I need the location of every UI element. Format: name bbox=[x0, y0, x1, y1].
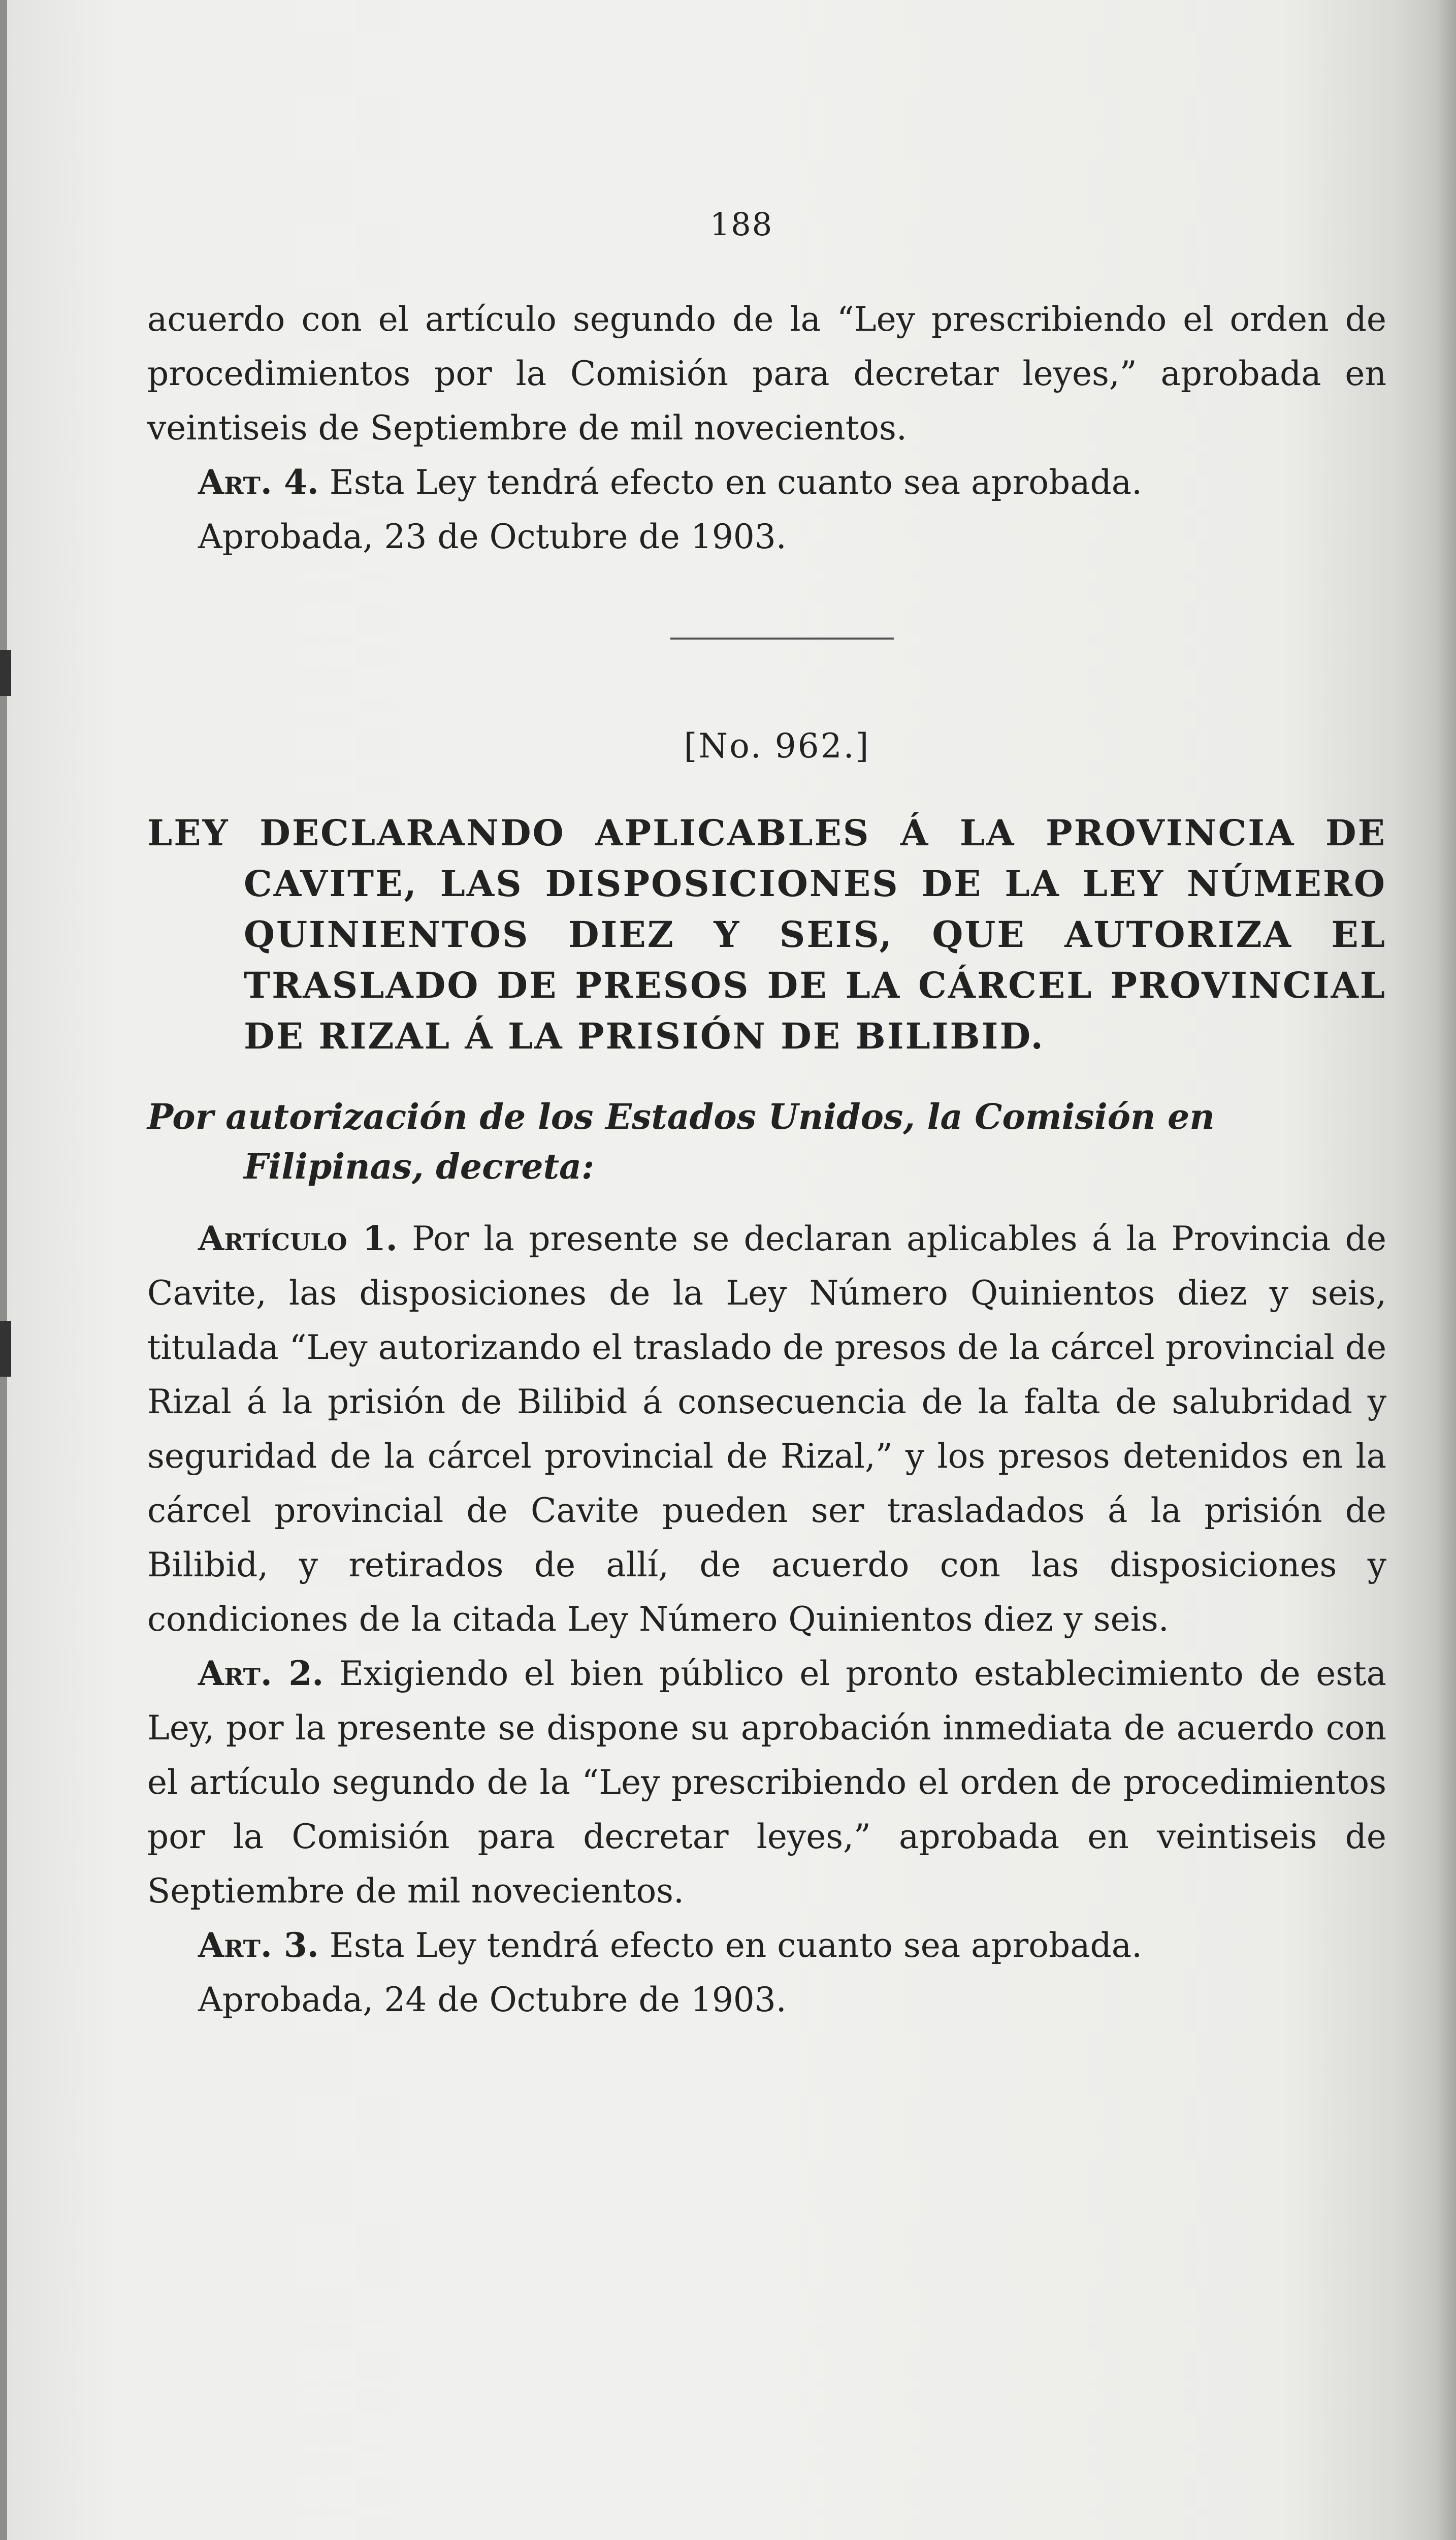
page-number: 188 bbox=[709, 206, 773, 243]
previous-law-section bbox=[147, 292, 1386, 564]
article-label: Artículo 1. bbox=[198, 1219, 398, 1258]
article-text: Esta Ley tendrá efecto en cuanto sea aprobada. bbox=[329, 1926, 1143, 1965]
law-title: LEY DECLARANDO APLICABLES Á LA PROVINCIA DE CAVITE, LAS DISPOSICIONES DE LA LEY NÚMERO QUINIENTOS DIEZ Y SEIS, QUE AUTORIZA EL TRASLADO DE PRESOS DE LA CÁRCEL PROVINCIAL DE RIZAL Á LA PRISIÓN DE BILIBID. bbox=[147, 812, 1386, 1057]
page-right-shadow bbox=[1436, 0, 1456, 2540]
article-text: Por la presente se declaran aplicables á la Provincia de Cavite, las disposiciones de la Ley Número Quinientos diez y seis, titulada “Ley autorizando el traslado de presos de la cárcel provincial de Rizal á la prisión de Bilibid á consecuencia de la falta de salubridad y seguridad de la cárcel provincial de Rizal,” y los presos detenidos en la cárcel provincial de Cavite pueden ser trasladados á la prisión de Bilibid, y retirados de allí, de acuerdo con las disposiciones y condiciones de la citada Ley Número Quinientos diez y seis. bbox=[147, 1219, 1386, 1639]
edge-mark bbox=[0, 650, 11, 696]
article-2 bbox=[147, 1646, 1386, 1918]
edge-mark bbox=[0, 1321, 11, 1377]
article-3 bbox=[147, 1918, 1386, 1973]
law-number: [No. 962.] bbox=[684, 726, 870, 766]
section-divider bbox=[670, 638, 894, 640]
enacting-clause: Por autorización de los Estados Unidos, la Comisión en Filipinas, decreta: bbox=[147, 1097, 1215, 1187]
article-label: Art. 3. bbox=[198, 1925, 319, 1965]
previous-law-article-4 bbox=[147, 455, 1386, 510]
article-label: Art. 4. bbox=[198, 462, 319, 502]
page-left-edge bbox=[0, 0, 7, 2540]
article-text: Esta Ley tendrá efecto en cuanto sea aprobada. bbox=[329, 463, 1143, 502]
law-articles bbox=[147, 1212, 1386, 2027]
previous-law-approval-date: Aprobada, 23 de Octubre de 1903. bbox=[198, 517, 787, 556]
law-approval-date: Aprobada, 24 de Octubre de 1903. bbox=[198, 1980, 787, 2019]
previous-law-continuation: acuerdo con el artículo segundo de la “Ley prescribiendo el orden de procedimientos por la Comisión para decretar leyes,” aprobada en veintiseis de Septiembre de mil novecientos. bbox=[147, 300, 1386, 448]
article-label: Art. 2. bbox=[198, 1654, 324, 1693]
article-1 bbox=[147, 1212, 1386, 1646]
article-text: Exigiendo el bien público el pronto establecimiento de esta Ley, por la presente se dispone su aprobación inmediata de acuerdo con el artículo segundo de la “Ley prescribiendo el orden de procedimientos por la Comisión para decretar leyes,” aprobada en veintiseis de Septiembre de mil novecientos. bbox=[147, 1654, 1386, 1911]
